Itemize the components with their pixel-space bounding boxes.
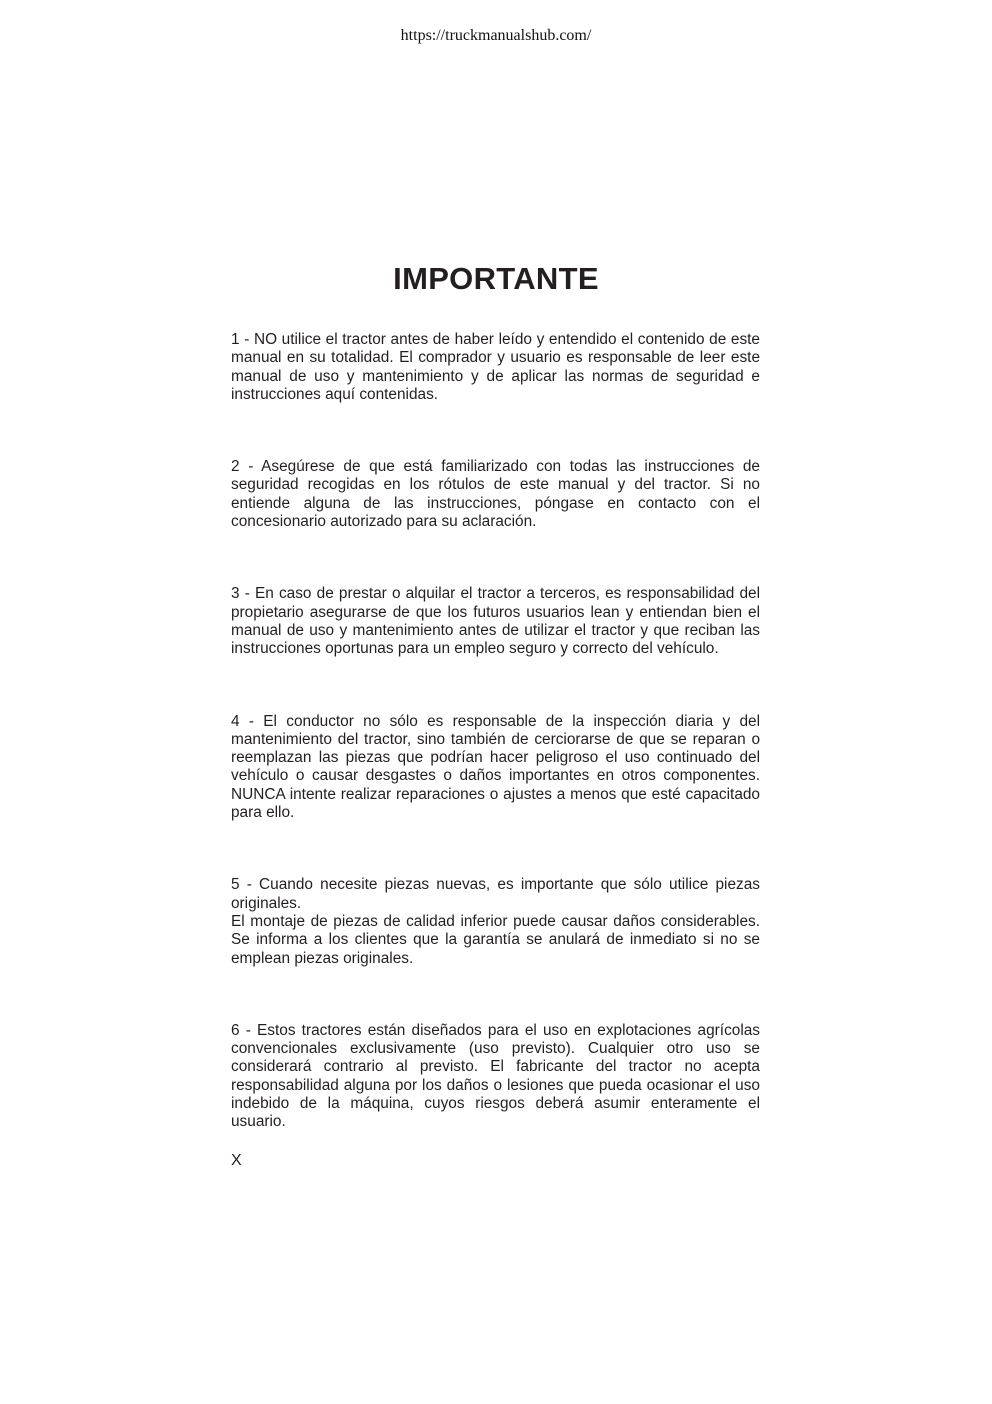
header-url: https://truckmanualshub.com/ — [400, 27, 592, 44]
paragraph-5 — [231, 876, 760, 967]
paragraph-text: 4 - El conductor no sólo es responsable de la inspección diaria y del mantenimiento del tractor, sino también de cerciorarse de que se reparan o reemplazan las piezas que podrían hacer peligroso el uso continuado del vehículo o causar desgastes o daños importantes en otros componentes. NUNCA intente realizar reparaciones o ajustes a menos que esté capacitado para ello. — [231, 712, 760, 822]
paragraph-text: 5 - Cuando necesite piezas nuevas, es importante que sólo utilice piezas originales. — [231, 876, 760, 912]
page-title: IMPORTANTE — [393, 261, 599, 296]
paragraph-list — [231, 331, 760, 1132]
paragraph-6 — [231, 1022, 760, 1132]
paragraph-3 — [231, 585, 760, 658]
page-number: X — [231, 1152, 242, 1169]
paragraph-text: 6 - Estos tractores están diseñados para el uso en explotaciones agrícolas convencionales exclusivamente (uso previsto). Cualquier otro uso se considerará contrario al previsto. El fabricante del tractor no acepta responsabilidad alguna por los daños o lesiones que pueda ocasionar el uso indebido de la máquina, cuyos riesgos deberá asumir enteramente el usuario. — [231, 1021, 760, 1131]
paragraph-2 — [231, 458, 760, 531]
paragraph-text: El montaje de piezas de calidad inferior puede causar daños considerables. Se informa a los clientes que la garantía se anulará de inmediato si no se emplean piezas originales. — [231, 912, 760, 967]
paragraph-text: 2 - Asegúrese de que está familiarizado con todas las instrucciones de seguridad recogidas en los rótulos de este manual y del tractor. Si no entiende alguna de las instrucciones, póngase en contacto con el concesionario autorizado para su aclaración. — [231, 458, 760, 531]
paragraph-text: 3 - En caso de prestar o alquilar el tractor a terceros, es responsabilidad del propietario asegurarse de que los futuros usuarios lean y entiendan bien el manual de uso y mantenimiento antes de utilizar el tractor y que reciban las instrucciones oportunas para un empleo seguro y correcto del vehículo. — [231, 585, 760, 658]
paragraph-4 — [231, 713, 760, 823]
paragraph-text: 1 - NO utilice el tractor antes de haber leído y entendido el contenido de este manual en su totalidad. El comprador y usuario es responsable de leer este manual de uso y mantenimiento y de aplicar las normas de seguridad e instrucciones aquí contenidas. — [231, 331, 760, 403]
paragraph-1 — [231, 331, 760, 404]
